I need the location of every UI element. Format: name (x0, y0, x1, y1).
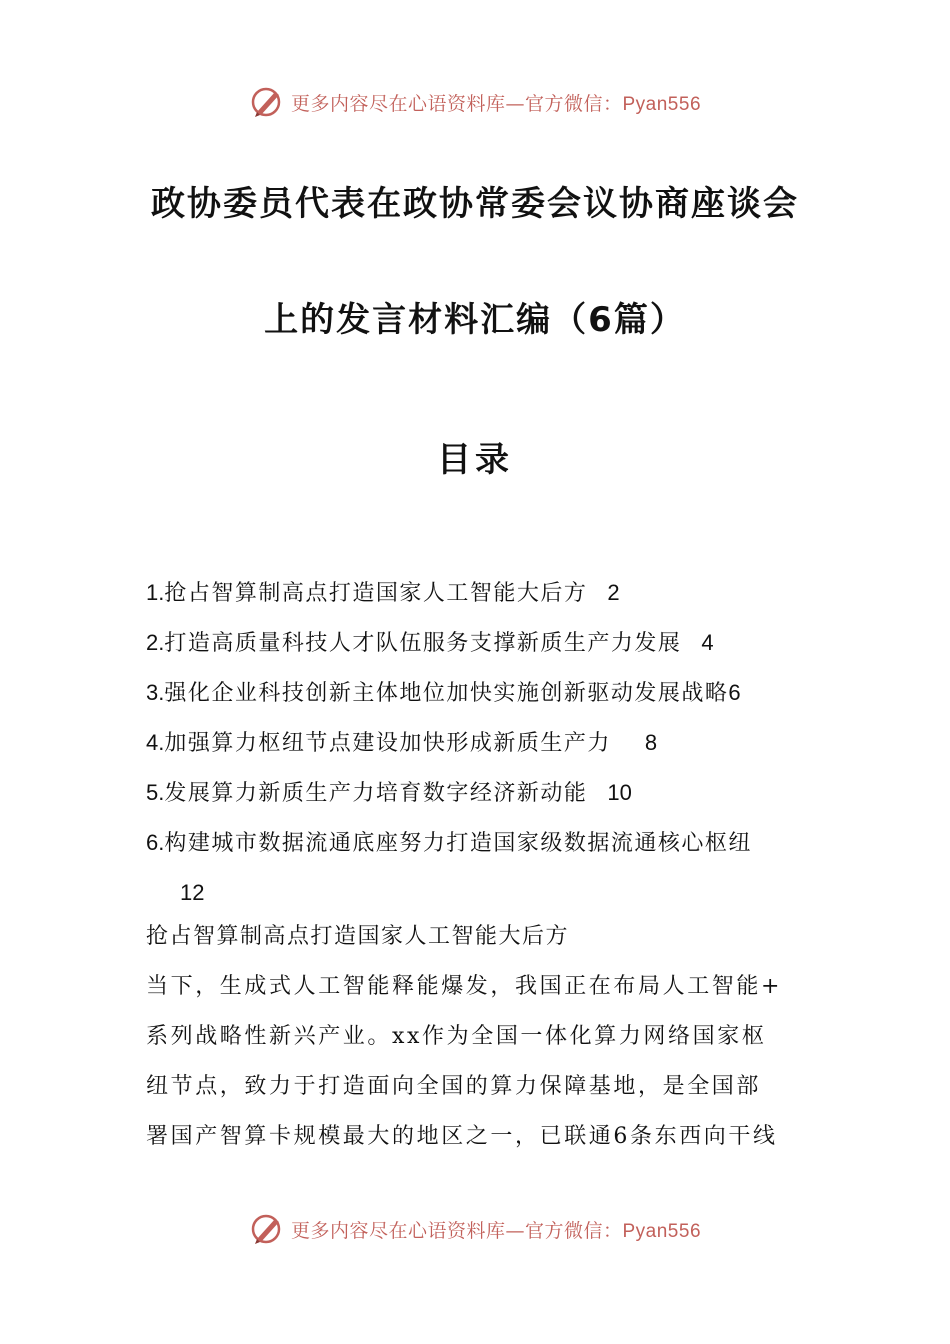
toc-item-text: 打造高质量科技人才队伍服务支撑新质生产力发展 (164, 631, 682, 656)
toc-item-text: 发展算力新质生产力培育数字经济新动能 (164, 781, 588, 806)
toc-item-5[interactable] (146, 768, 816, 818)
toc-item-number: 3. (146, 680, 165, 705)
pen-logo-icon (249, 1211, 285, 1247)
table-of-contents (146, 568, 816, 918)
toc-item-3[interactable] (146, 668, 816, 718)
toc-item-number: 6. (146, 830, 165, 855)
toc-item-number: 2. (146, 630, 165, 655)
toc-item-6[interactable] (146, 818, 816, 868)
toc-item-page: 4 (701, 630, 714, 655)
body-line: 当下，生成式人工智能释能爆发，我国正在布局人工智能+ (146, 974, 783, 999)
toc-item-page: 8 (644, 730, 658, 755)
toc-item-number: 5. (146, 780, 165, 805)
toc-item-page: 6 (728, 680, 741, 705)
document-title-line-2: 上的发言材料汇编（6篇） (264, 300, 686, 340)
toc-item-text: 强化企业科技创新主体地位加快实施创新驱动发展战略 (164, 681, 729, 706)
toc-item-page: 2 (607, 580, 620, 605)
toc-item-1[interactable] (146, 568, 816, 618)
section-title: 抢占智算制高点打造国家人工智能大后方 (146, 924, 570, 949)
body-line: 纽节点，致力于打造面向全国的算力保障基地，是全国部 (146, 1074, 762, 1099)
toc-item-number: 4. (146, 730, 165, 755)
pen-logo-icon (249, 84, 285, 120)
toc-item-number: 1. (146, 580, 165, 605)
watermark-text: 更多内容尽在心语资料库—官方微信：Pyan556 (290, 92, 702, 115)
toc-item-4[interactable] (146, 718, 816, 768)
toc-item-2[interactable] (146, 618, 816, 668)
watermark-text: 更多内容尽在心语资料库—官方微信：Pyan556 (290, 1219, 702, 1242)
document-title-line-1: 政协委员代表在政协常委会议协商座谈会 (151, 184, 799, 224)
header-watermark (0, 82, 950, 122)
toc-item-text: 抢占智算制高点打造国家人工智能大后方 (164, 581, 588, 606)
toc-item-text: 加强算力枢纽节点建设加快形成新质生产力 (164, 731, 611, 756)
toc-item-text: 构建城市数据流通底座努力打造国家级数据流通核心枢纽 (164, 831, 752, 856)
body-paragraph (146, 962, 808, 1162)
toc-item-6-page[interactable]: 12 (180, 880, 205, 905)
footer-watermark (0, 1209, 950, 1249)
body-line: 署国产智算卡规模最大的地区之一，已联通6条东西向干线 (146, 1124, 778, 1149)
body-line: 系列战略性新兴产业。xx作为全国一体化算力网络国家枢 (146, 1024, 767, 1049)
toc-heading: 目录 (437, 440, 513, 480)
toc-item-page: 10 (607, 780, 632, 805)
